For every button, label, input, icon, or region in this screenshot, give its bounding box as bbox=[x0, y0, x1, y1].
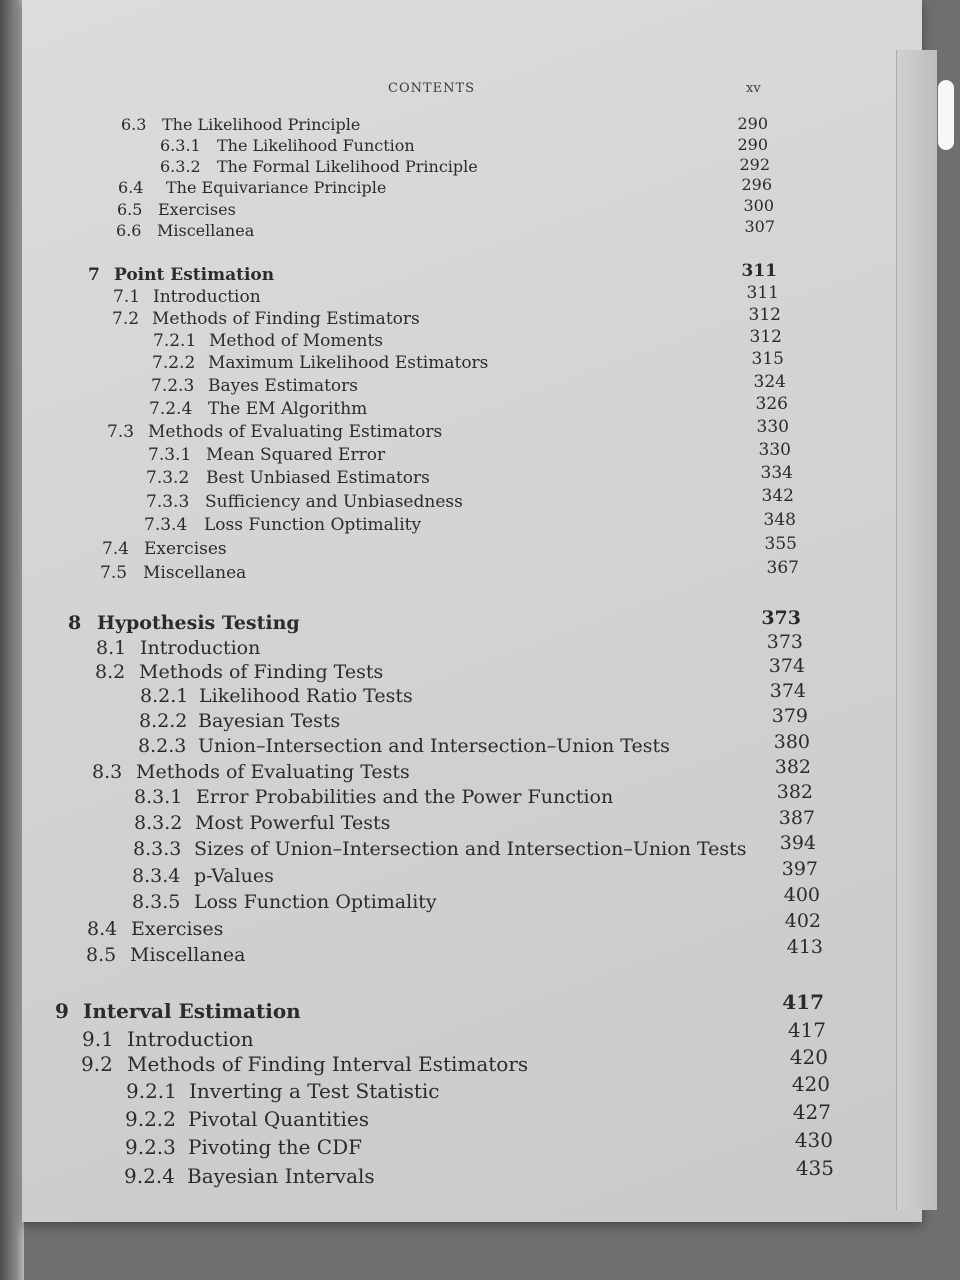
toc-entry-page: 420 bbox=[791, 1072, 830, 1096]
toc-subsection-entry bbox=[125, 1107, 369, 1131]
toc-entry-number: 8.2.3 bbox=[138, 735, 187, 757]
toc-entry-number: 7.2.2 bbox=[152, 353, 196, 373]
toc-entry-page: 397 bbox=[781, 858, 818, 880]
toc-subsection-entry bbox=[149, 399, 367, 419]
toc-entry-page: 427 bbox=[792, 1100, 831, 1124]
toc-entry-page: 300 bbox=[743, 196, 774, 215]
toc-entry-number: 9.2 bbox=[81, 1052, 113, 1076]
toc-entry-number: 9.2.1 bbox=[126, 1079, 177, 1103]
toc-section-entry bbox=[82, 1027, 254, 1051]
toc-entry-page: 382 bbox=[774, 756, 811, 778]
toc-subsection-entry bbox=[144, 515, 421, 535]
toc-section-entry bbox=[96, 637, 260, 659]
toc-entry-number: 7.1 bbox=[113, 287, 141, 307]
toc-section-entry bbox=[121, 115, 360, 134]
toc-entry-number: 6.5 bbox=[117, 200, 143, 219]
toc-section-entry bbox=[116, 221, 254, 240]
toc-entry-page: 342 bbox=[761, 486, 794, 506]
toc-subsection-entry bbox=[139, 710, 340, 732]
toc-entry-title: The Equivariance Principle bbox=[166, 178, 387, 197]
toc-section-entry bbox=[107, 422, 442, 442]
toc-entry-page: 373 bbox=[761, 607, 801, 629]
toc-section-entry bbox=[100, 563, 246, 583]
toc-entry-page: 330 bbox=[758, 440, 791, 460]
toc-entry-number: 8.3.2 bbox=[134, 812, 183, 834]
toc-entry-number: 8.3.5 bbox=[132, 891, 181, 913]
toc-chapter-entry bbox=[88, 265, 274, 285]
toc-entry-page: 400 bbox=[783, 884, 820, 906]
toc-entry-title: Introduction bbox=[153, 287, 261, 307]
toc-subsection-entry bbox=[140, 685, 413, 707]
toc-subsection-entry bbox=[151, 376, 358, 396]
toc-entry-page: 417 bbox=[787, 1018, 826, 1042]
toc-entry-number: 8.2 bbox=[95, 661, 126, 683]
toc-chapter-entry bbox=[68, 612, 300, 634]
toc-entry-title: The Likelihood Principle bbox=[162, 115, 361, 134]
toc-entry-title: The EM Algorithm bbox=[208, 399, 368, 419]
toc-section-entry bbox=[118, 178, 386, 197]
toc-entry-number: 9.1 bbox=[82, 1027, 114, 1051]
toc-entry-title: Methods of Evaluating Tests bbox=[136, 761, 410, 783]
toc-entry-number: 9 bbox=[55, 999, 69, 1023]
toc-entry-page: 394 bbox=[779, 832, 816, 854]
toc-chapter-entry bbox=[55, 999, 301, 1023]
toc-entry-number: 8 bbox=[68, 612, 82, 634]
toc-entry-page: 330 bbox=[756, 417, 789, 437]
toc-entry-page: 380 bbox=[773, 731, 810, 753]
toc-subsection-entry bbox=[152, 353, 488, 373]
toc-entry-title: Union–Intersection and Intersection–Union Tests bbox=[198, 735, 670, 757]
toc-entry-title: Bayesian Intervals bbox=[187, 1164, 375, 1188]
toc-section-entry bbox=[81, 1052, 528, 1076]
toc-entry-page: 413 bbox=[786, 936, 823, 958]
toc-entry-number: 9.2.3 bbox=[125, 1135, 176, 1159]
toc-entry-page: 417 bbox=[782, 990, 824, 1014]
toc-subsection-entry bbox=[126, 1079, 440, 1103]
toc-entry-title: Introduction bbox=[140, 637, 261, 659]
toc-entry-number: 6.6 bbox=[116, 221, 142, 240]
toc-entry-title: The Formal Likelihood Principle bbox=[217, 157, 478, 176]
toc-subsection-entry bbox=[148, 445, 385, 465]
toc-entry-title: Method of Moments bbox=[209, 331, 384, 351]
toc-entry-page: 379 bbox=[771, 705, 808, 727]
toc-entry-number: 7.3.4 bbox=[144, 515, 188, 535]
toc-entry-page: 373 bbox=[766, 631, 803, 653]
toc-entry-number: 8.4 bbox=[87, 918, 118, 940]
toc-section-entry bbox=[117, 200, 236, 219]
toc-entry-title: Point Estimation bbox=[114, 265, 275, 285]
toc-entry-number: 6.3.2 bbox=[160, 157, 201, 176]
toc-entry-title: Mean Squared Error bbox=[206, 445, 386, 465]
toc-entry-title: Inverting a Test Statistic bbox=[189, 1079, 440, 1103]
toc-entry-title: Miscellanea bbox=[130, 944, 246, 966]
toc-entry-page: 334 bbox=[760, 463, 793, 483]
toc-entry-number: 7.2.3 bbox=[151, 376, 195, 396]
toc-entry-number: 7.2 bbox=[112, 309, 140, 329]
toc-subsection-entry bbox=[133, 838, 747, 860]
toc-entry-title: Maximum Likelihood Estimators bbox=[208, 353, 489, 373]
toc-entry-number: 7.3 bbox=[107, 422, 135, 442]
toc-entry-number: 8.3.4 bbox=[132, 865, 181, 887]
toc-entry-page: 315 bbox=[751, 349, 784, 369]
toc-entry-page: 355 bbox=[764, 534, 797, 554]
toc-entry-page: 382 bbox=[776, 781, 813, 803]
toc-entry-number: 6.3.1 bbox=[160, 136, 201, 155]
toc-entry-page: 324 bbox=[753, 372, 786, 392]
toc-entry-title: Sufficiency and Unbiasedness bbox=[205, 492, 463, 512]
toc-entry-title: Methods of Finding Interval Estimators bbox=[127, 1052, 529, 1076]
toc-entry-number: 9.2.4 bbox=[124, 1164, 175, 1188]
toc-entry-title: Error Probabilities and the Power Function bbox=[196, 786, 614, 808]
toc-entry-title: Miscellanea bbox=[143, 563, 247, 583]
toc-entry-title: Likelihood Ratio Tests bbox=[199, 685, 413, 707]
toc-entry-title: p-Values bbox=[194, 865, 274, 887]
book-binding-edge bbox=[0, 0, 24, 1280]
toc-entry-page: 290 bbox=[737, 114, 768, 133]
toc-entry-title: Interval Estimation bbox=[83, 999, 301, 1023]
toc-subsection-entry bbox=[124, 1164, 375, 1188]
toc-entry-page: 402 bbox=[784, 910, 821, 932]
toc-subsection-entry bbox=[132, 891, 437, 913]
toc-entry-page: 367 bbox=[766, 558, 799, 578]
toc-entry-title: Pivotal Quantities bbox=[188, 1107, 369, 1131]
toc-entry-number: 7.2.1 bbox=[153, 331, 197, 351]
toc-section-entry bbox=[92, 761, 410, 783]
page-number: xv bbox=[746, 81, 761, 96]
toc-entry-page: 311 bbox=[741, 261, 777, 281]
toc-subsection-entry bbox=[125, 1135, 362, 1159]
toc-section-entry bbox=[112, 309, 420, 329]
toc-entry-number: 7.5 bbox=[100, 563, 128, 583]
toc-entry-title: Exercises bbox=[144, 539, 227, 559]
toc-entry-number: 7.3.3 bbox=[146, 492, 190, 512]
toc-entry-title: Sizes of Union–Intersection and Intersection–Union Tests bbox=[194, 838, 747, 860]
toc-entry-number: 7.3.1 bbox=[148, 445, 192, 465]
toc-subsection-entry bbox=[146, 468, 430, 488]
toc-section-entry bbox=[102, 539, 227, 559]
toc-entry-number: 8.3 bbox=[92, 761, 123, 783]
toc-subsection-entry bbox=[160, 157, 478, 176]
toc-entry-number: 7.2.4 bbox=[149, 399, 193, 419]
toc-entry-page: 312 bbox=[749, 327, 782, 347]
toc-entry-page: 292 bbox=[739, 155, 770, 174]
toc-entry-title: Exercises bbox=[158, 200, 236, 219]
light-glare bbox=[938, 80, 954, 150]
toc-entry-page: 312 bbox=[748, 305, 781, 325]
toc-section-entry bbox=[87, 918, 223, 940]
toc-entry-title: Hypothesis Testing bbox=[97, 612, 300, 634]
toc-subsection-entry bbox=[153, 331, 383, 351]
running-head: CONTENTS bbox=[388, 81, 476, 96]
toc-entry-number: 8.2.2 bbox=[139, 710, 188, 732]
toc-entry-number: 7.3.2 bbox=[146, 468, 190, 488]
toc-entry-page: 290 bbox=[737, 135, 768, 154]
toc-entry-title: Introduction bbox=[127, 1027, 254, 1051]
toc-entry-page: 435 bbox=[795, 1156, 834, 1180]
toc-section-entry bbox=[95, 661, 383, 683]
toc-entry-page: 374 bbox=[769, 680, 806, 702]
toc-subsection-entry bbox=[134, 786, 613, 808]
toc-entry-number: 8.5 bbox=[86, 944, 117, 966]
toc-entry-title: Bayes Estimators bbox=[208, 376, 358, 396]
toc-entry-number: 6.4 bbox=[118, 178, 144, 197]
toc-entry-title: Loss Function Optimality bbox=[204, 515, 422, 535]
toc-entry-page: 374 bbox=[768, 655, 805, 677]
toc-entry-page: 296 bbox=[741, 175, 772, 194]
toc-entry-title: The Likelihood Function bbox=[217, 136, 415, 155]
toc-entry-title: Most Powerful Tests bbox=[195, 812, 391, 834]
toc-entry-number: 8.3.1 bbox=[134, 786, 183, 808]
toc-section-entry bbox=[113, 287, 261, 307]
toc-subsection-entry bbox=[132, 865, 274, 887]
toc-subsection-entry bbox=[134, 812, 390, 834]
toc-entry-title: Miscellanea bbox=[157, 221, 255, 240]
toc-entry-number: 8.3.3 bbox=[133, 838, 182, 860]
toc-entry-page: 387 bbox=[778, 807, 815, 829]
toc-entry-page: 326 bbox=[755, 394, 788, 414]
toc-subsection-entry bbox=[146, 492, 463, 512]
toc-entry-title: Loss Function Optimality bbox=[194, 891, 437, 913]
toc-entry-number: 8.1 bbox=[96, 637, 127, 659]
toc-entry-number: 9.2.2 bbox=[125, 1107, 176, 1131]
toc-entry-number: 7.4 bbox=[102, 539, 130, 559]
toc-entry-number: 7 bbox=[88, 265, 100, 285]
toc-entry-title: Methods of Finding Tests bbox=[139, 661, 384, 683]
toc-entry-page: 420 bbox=[789, 1045, 828, 1069]
toc-entry-title: Methods of Evaluating Estimators bbox=[148, 422, 443, 442]
toc-entry-title: Methods of Finding Estimators bbox=[152, 309, 420, 329]
toc-entry-title: Pivoting the CDF bbox=[188, 1135, 362, 1159]
toc-entry-page: 430 bbox=[794, 1128, 833, 1152]
toc-entry-page: 307 bbox=[744, 217, 775, 236]
toc-entry-title: Best Unbiased Estimators bbox=[206, 468, 430, 488]
toc-section-entry bbox=[86, 944, 245, 966]
toc-subsection-entry bbox=[138, 735, 670, 757]
page-edge-strip bbox=[896, 50, 937, 1210]
toc-entry-number: 8.2.1 bbox=[140, 685, 189, 707]
toc-entry-page: 348 bbox=[763, 510, 796, 530]
toc-entry-title: Exercises bbox=[131, 918, 224, 940]
toc-subsection-entry bbox=[160, 136, 415, 155]
toc-entry-page: 311 bbox=[746, 283, 779, 303]
toc-entry-number: 6.3 bbox=[121, 115, 147, 134]
toc-entry-title: Bayesian Tests bbox=[198, 710, 341, 732]
